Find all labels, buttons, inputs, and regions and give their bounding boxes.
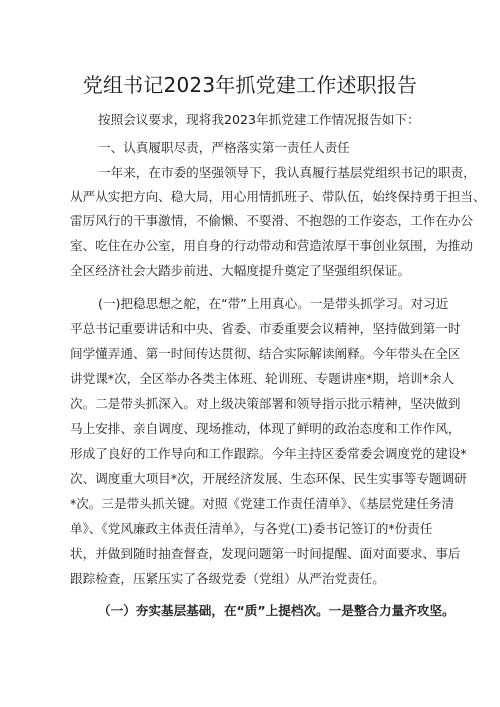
paragraph-line: 平总书记重要讲话和中央、省委、市委重要会议精神，坚持做到第一时 bbox=[70, 321, 461, 336]
paragraph-line: 马上安排、亲自调度、现场推动，体现了鲜明的政治态度和工作作风， bbox=[70, 421, 461, 436]
paragraph-line: 一年来，在市委的坚强领导下，我认真履行基层党组织书记的职责， bbox=[98, 165, 476, 180]
paragraph-line: 全区经济社会大踏步前进、大幅度提升奠定了坚强组织保证。 bbox=[70, 263, 411, 278]
paragraph-line: 单》、《党风廉政主体责任清单》，与各党(工)委书记签订的*份责任 bbox=[70, 521, 433, 536]
paragraph-line: 室、吃住在办公室，用自身的行动带动和营造浓厚干事创业氛围，为推动 bbox=[70, 238, 473, 253]
subsection-heading: （一）夯实基层基础，在“质”上提档次。一是整合力量齐攻坚。 bbox=[98, 603, 455, 618]
paragraph-line: 形成了良好的工作导向和工作跟踪。今年主持区委常委会调度党的建设* bbox=[70, 446, 467, 461]
paragraph-line: 次。二是带头抓深入。对上级决策部署和领导指示批示精神，坚决做到 bbox=[70, 396, 461, 411]
paragraph-line: 按照会议要求，现将我2023年抓党建工作情况报告如下： bbox=[98, 112, 420, 127]
document-title: 党组书记2023年抓党建工作述职报告 bbox=[82, 73, 418, 97]
section-heading: 一、认真履职尽责，严格落实第一责任人责任 bbox=[98, 140, 350, 155]
paragraph-line: 间学懂弄通、第一时间传达贯彻、结合实际解读阐释。今年带头在全区 bbox=[70, 346, 461, 361]
paragraph-line: 从严从实把方向、稳大局，用心用情抓班子、带队伍，始终保持勇于担当、 bbox=[70, 189, 486, 204]
paragraph-line: 跟踪检查，压紧压实了各级党委（党组）从严治党责任。 bbox=[70, 571, 385, 586]
paragraph-line: 状，并做到随时抽查督查，发现问题第一时间提醒、面对面要求、事后 bbox=[70, 546, 461, 561]
paragraph-line: 次、调度重大项目*次，开展经济发展、生态环保、民生实事等专题调研 bbox=[70, 471, 467, 486]
paragraph-line: (一)把稳思想之舵，在“带”上用真心。一是带头抓学习。对习近 bbox=[98, 296, 449, 311]
paragraph-line: *次。三是带头抓关键。对照《党建工作责任清单》、《基层党建任务清 bbox=[70, 496, 455, 511]
paragraph-line: 讲党课*次，全区举办各类主体班、轮训班、专题讲座*期，培训*余人 bbox=[70, 371, 455, 386]
paragraph-line: 雷厉风行的干事激情，不偷懒、不耍滑、不抱怨的工作姿态，工作在办公 bbox=[70, 213, 473, 228]
